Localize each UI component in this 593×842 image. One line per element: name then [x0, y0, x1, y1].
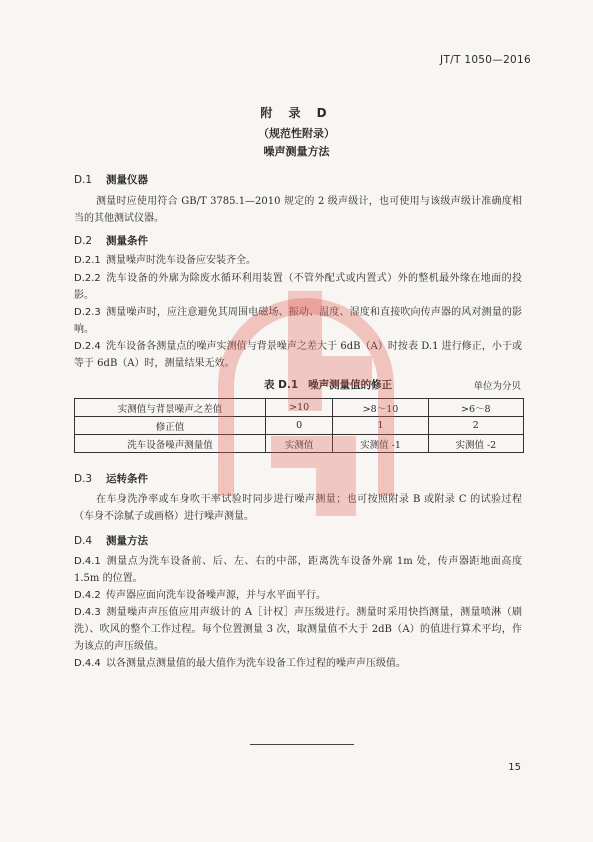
table-unit: 单位为分贝 [473, 381, 521, 392]
clause-text: 以各测量点测量值的最大值作为洗车设备工作过程的噪声声压级值。 [106, 658, 406, 669]
section-d4-heading [74, 533, 148, 548]
table-cell: 洗车设备噪声测量值 [75, 435, 266, 453]
section-title: 测量仪器 [106, 174, 148, 186]
table-cell: 0 [266, 417, 333, 435]
table-cell: >6～8 [428, 399, 523, 417]
clause-number: D.2.3 [74, 307, 101, 318]
clause-text: 洗车设备的外廓为除废水循环利用装置（不管外配式或内置式）外的整机最外缘在地面的投影。 [74, 273, 522, 301]
section-d1-heading [74, 172, 148, 187]
section-title: 测量方法 [106, 535, 148, 547]
table-row [75, 399, 524, 417]
clause-d2-1 [74, 252, 522, 269]
table-cell: 2 [428, 417, 523, 435]
clause-number: D.2.4 [74, 341, 101, 352]
end-rule [250, 744, 354, 745]
table-title: 噪声测量值的修正 [308, 379, 393, 391]
clause-number: D.4.4 [74, 658, 101, 669]
clause-number: D.4.3 [74, 607, 101, 618]
clause-d4-2 [74, 587, 522, 604]
clause-text: 测量噪声时洗车设备应安装齐全。 [106, 255, 256, 266]
clause-d2-3 [74, 304, 522, 338]
table-caption [264, 377, 392, 392]
clause-d4-1 [74, 553, 522, 587]
correction-table [74, 398, 524, 453]
section-d2-heading [74, 233, 148, 248]
table-number: 表 D.1 [264, 379, 299, 391]
standard-code: JT/T 1050—2016 [440, 54, 531, 66]
section-number: D.2 [74, 235, 93, 247]
clause-text: 测量噪声时，应注意避免其周围电磁场、振动、温度、湿度和直接吹向传声器的风对测量的影响。 [74, 307, 522, 335]
table-cell: >8～10 [333, 399, 428, 417]
clause-number: D.2.1 [74, 255, 101, 266]
section-title: 测量条件 [106, 235, 148, 247]
table-cell: 1 [333, 417, 428, 435]
section-d1-text: 测量时应使用符合 GB/T 3785.1—2010 规定的 2 级声级计，也可使用与该级声级计准确度相当的其他测试仪器。 [74, 196, 522, 224]
table-row [75, 417, 524, 435]
table-cell: 实测值与背景噪声之差值 [75, 399, 266, 417]
clause-text: 测量噪声声压值应用声级计的 A［计权］声压级进行。测量时采用快挡测量，测量喷淋（刷洗）、吹风的整个工作过程。每个位置测量 3 次，取测量值不大于 2dB（A）的值进行算术平均，作为该点的声压级值。 [74, 607, 522, 652]
clause-text: 洗车设备各测量点的噪声实测值与背景噪声之差大于 6dB（A）时按表 D.1 进行修正，小于或等于 6dB（A）时，测量结果无效。 [74, 341, 522, 369]
section-number: D.3 [74, 473, 93, 485]
table-cell: 实测值 [266, 435, 333, 453]
section-number: D.1 [74, 174, 93, 186]
clause-d2-2 [74, 270, 522, 304]
appendix-name: 噪声测量方法 [263, 145, 330, 158]
table-cell: 实测值 -1 [333, 435, 428, 453]
table-cell: 修正值 [75, 417, 266, 435]
clause-number: D.2.2 [74, 273, 101, 284]
clause-number: D.4.2 [74, 590, 101, 601]
clause-text: 传声器应面向洗车设备噪声源，并与水平面平行。 [106, 590, 326, 601]
appendix-type: （规范性附录） [258, 127, 335, 140]
clause-d4-4 [74, 655, 522, 672]
page-number: 15 [508, 762, 521, 773]
section-d3-heading [74, 471, 148, 486]
appendix-title: 附 录 D [260, 106, 333, 120]
table-cell: >10 [266, 399, 333, 417]
clause-d4-3 [74, 604, 522, 655]
section-d3-text: 在车身洗净率或车身吹干率试验时同步进行噪声测量；也可按照附录 B 或附录 C 的试验过程（车身不涂腻子或画格）进行噪声测量。 [74, 494, 522, 522]
clause-number: D.4.1 [74, 556, 101, 567]
clause-d2-4 [74, 338, 522, 372]
table-row [75, 435, 524, 453]
clause-text: 测量点为洗车设备前、后、左、右的中部，距离洗车设备外廓 1m 处，传声器距地面高度 1.5m 的位置。 [74, 556, 522, 584]
section-number: D.4 [74, 535, 93, 547]
section-title: 运转条件 [106, 473, 148, 485]
table-cell: 实测值 -2 [428, 435, 523, 453]
